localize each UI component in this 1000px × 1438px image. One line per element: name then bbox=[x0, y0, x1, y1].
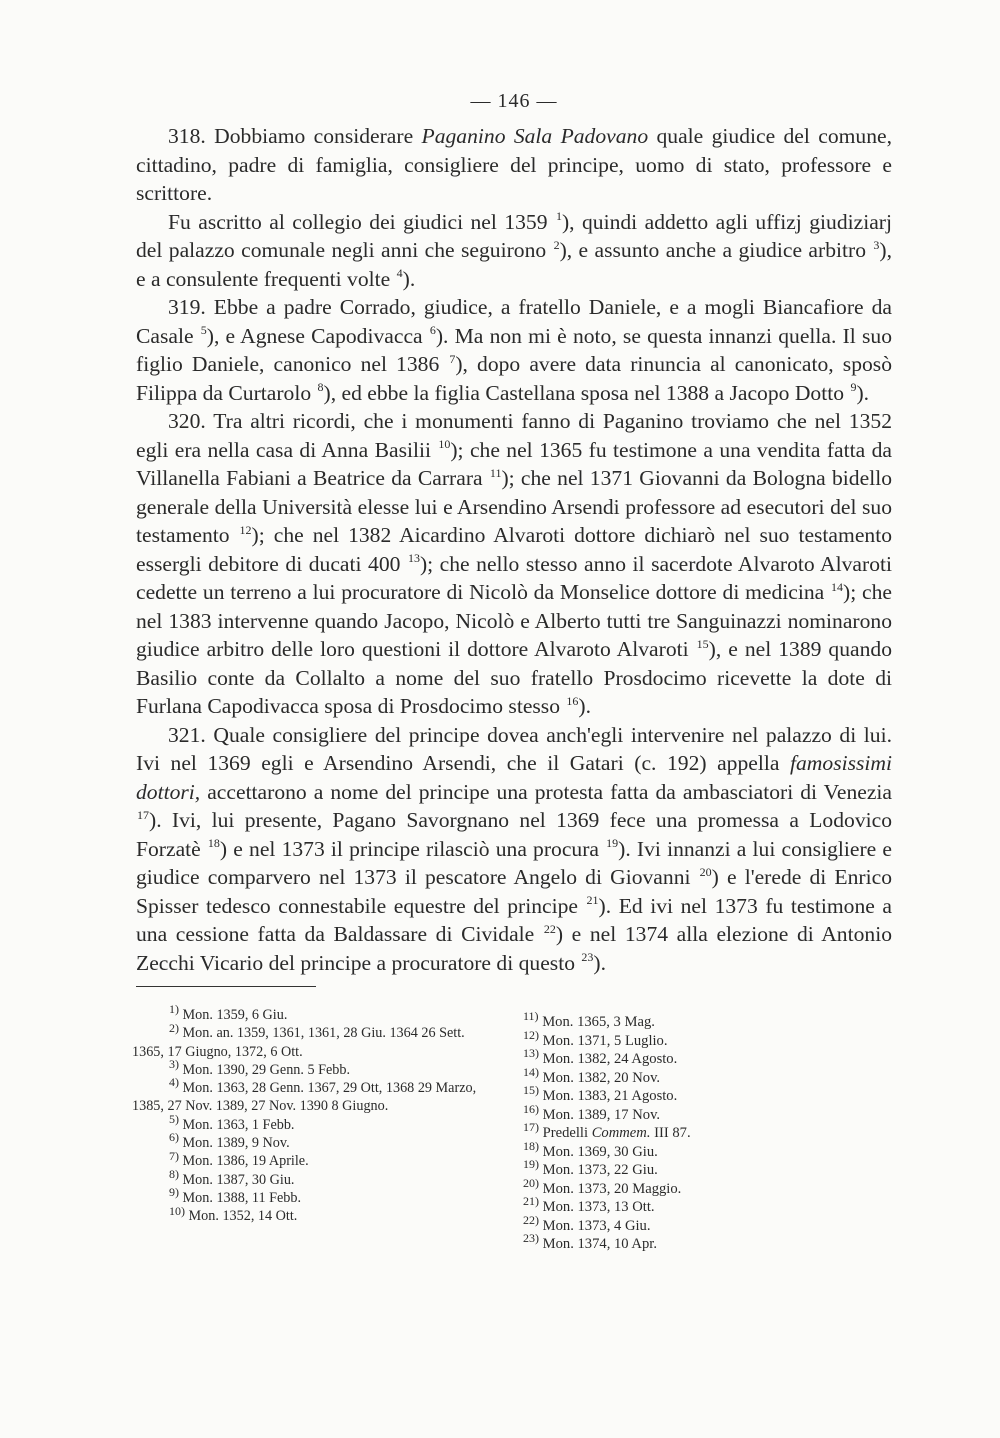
paragraph-319: 319. Ebbe a padre Corrado, giudice, a fratello Daniele, e a mogli Biancafiore da Casale $^5$), e Agnese Capodivacca $^6$). Ma non mi è noto, se questa innanzi quella. Il suo figlio Daniele, canonico nel 1386 $^7$), dopo avere data rinuncia al canonicato, sposò Filippa da Curtarolo $^8$), ed ebbe la figlia Castellana sposa nel 1388 a Jacopo Dotto $^9$). bbox=[136, 295, 892, 405]
italic-title: Commem. bbox=[591, 1125, 651, 1141]
footnotes-right-column bbox=[522, 1009, 822, 1254]
footnote-ref: 7 bbox=[449, 351, 456, 366]
section-number: 321. bbox=[168, 722, 206, 747]
footnote-mark: 16) bbox=[523, 1101, 539, 1116]
footnote-mark: 9) bbox=[169, 1185, 179, 1200]
footnotes-left-column bbox=[132, 1002, 497, 1226]
footnote-mark: 2) bbox=[169, 1020, 179, 1035]
paragraph-318-continued: Fu ascritto al collegio dei giudici nel 1359 $^1$), quindi addetto agli uffizj giudiziarj del palazzo comunale negli anni che seguirono $^2$), e assunto anche a giudice arbitro $^3$), e a consulente frequenti volte $^4$). bbox=[136, 209, 892, 291]
footnote-mark: 19) bbox=[523, 1157, 539, 1172]
footnote: $^{21)}$ Mon. 1373, 13 Ott. bbox=[523, 1194, 655, 1215]
footnote-mark: 18) bbox=[523, 1138, 539, 1153]
footnote: $^{17)}$ Predelli Commem. III 87. bbox=[523, 1120, 691, 1141]
footnote-mark: 4) bbox=[169, 1075, 179, 1090]
footnote: $^{5)}$ Mon. 1363, 1 Febb. bbox=[169, 1112, 295, 1133]
footnote: $^{1)}$ Mon. 1359, 6 Giu. bbox=[169, 1002, 288, 1023]
footnote-mark: 5) bbox=[169, 1112, 179, 1127]
paragraph-320: 320. Tra altri ricordi, che i monumenti fanno di Paganino troviamo che nel 1352 egli era nella casa di Anna Basilii $^{10}$); che nel 1365 fu testimone a una vendita fatta da Villanella Fabiani a Beatrice da Carrara $^{11}$); che nel 1371 Giovanni da Bologna bidello generale della Università elesse lui e Arsendino Arsendi professore ad esecutori del suo testamento $^{12}$); che nel 1382 Aicardino Alvaroti dottore dichiarò nel suo testamento essergli debitore di ducati 400 $^{13}$); che nello stesso anno il sacerdote Alvaroto Alvaroti cedette un terreno a lui procuratore di Nicolò da Monselice dottore di medicina $^{14}$); che nel 1383 intervenne quando Jacopo, Nicolò e Alberto tutti tre Sanguinazzi nominarono giudice arbitro delle loro questioni il dottore Alvaroto Alvaroti $^{15}$), e nel 1389 quando Basilio conte da Collalto a nome del suo fratello Prosdocimo ricevette la dote di Furlana Capodivacca sposa di Prosdocimo stesso $^{16}$). bbox=[136, 409, 892, 718]
main-text bbox=[136, 122, 892, 977]
footnote-mark: 15) bbox=[523, 1083, 539, 1098]
footnote-mark: 13) bbox=[523, 1046, 539, 1061]
footnote-ref: 19 bbox=[606, 836, 619, 851]
footnote: $^{4)}$ Mon. 1363, 28 Genn. 1367, 29 Ott, 1368 29 Marzo, 1385, 27 Nov. 1389, 27 Nov. 1390 8 Giugno. bbox=[132, 1075, 477, 1115]
footnote: $^{9)}$ Mon. 1388, 11 Febb. bbox=[169, 1185, 302, 1206]
footnote: $^{8)}$ Mon. 1387, 30 Giu. bbox=[169, 1166, 295, 1188]
footnote-mark: 22) bbox=[523, 1212, 539, 1227]
italic-quote: famosissimi dottori, bbox=[136, 751, 892, 804]
footnote-mark: 11) bbox=[523, 1009, 539, 1024]
footnote-ref: 12 bbox=[239, 522, 252, 537]
footnote-mark: 8) bbox=[169, 1166, 179, 1181]
footnote-mark: 10) bbox=[169, 1203, 185, 1218]
paragraph-321: 321. Quale consigliere del principe dovea anch'egli intervenire nel palazzo di lui. Ivi nel 1369 egli e Arsendino Arsendi, che il Gatari (c. 192) appella famosissimi dottori, accettarono a nome del principe una protesta fatta da ambasciatori di Venezia $^{17}$). Ivi, lui presente, Pagano Savorgnano nel 1369 fece una promessa a Lodovico Forzatè $^{18}$) e nel 1373 il principe rilasciò una procura $^{19}$). Ivi innanzi a lui consigliere e giudice comparvero nel 1373 il pescatore Angelo di Giovanni $^{20}$) e l'erede di Enrico Spisser tedesco connestabile equestre del principe $^{21}$). Ed ivi nel 1373 fu testimone a una cessione fatta da Baldassare di Cividale $^{22}$) e nel 1374 alla elezione di Antonio Zecchi Vicario del principe a procuratore di questo $^{23}$). bbox=[136, 722, 892, 975]
footnote-mark: 1) bbox=[169, 1002, 179, 1017]
footnote: $^{3)}$ Mon. 1390, 29 Genn. 5 Febb. bbox=[169, 1057, 351, 1078]
paragraph-318: 318. Dobbiamo considerare Paganino Sala Padovano quale giudice del comune, cittadino, padre di famiglia, consigliere del principe, uomo di stato, professore e scrittore. bbox=[136, 124, 892, 205]
footnote-ref: 22 bbox=[543, 921, 556, 936]
footnote-mark: 21) bbox=[523, 1194, 539, 1209]
footnote: $^{15)}$ Mon. 1383, 21 Agosto. bbox=[523, 1083, 678, 1104]
footnote: $^{22)}$ Mon. 1373, 4 Giu. bbox=[523, 1212, 651, 1234]
footnote-ref: 21 bbox=[586, 893, 599, 908]
section-number: 320. bbox=[168, 409, 206, 433]
footnote-ref: 18 bbox=[207, 836, 220, 851]
footnote: $^{10)}$ Mon. 1352, 14 Ott. bbox=[169, 1203, 298, 1225]
footnote-ref: 23 bbox=[581, 950, 594, 965]
footnote: $^{13)}$ Mon. 1382, 24 Agosto. bbox=[523, 1046, 678, 1067]
footnote-ref: 8 bbox=[317, 380, 324, 395]
footnote-divider bbox=[136, 986, 316, 987]
footnote: $^{20)}$ Mon. 1373, 20 Maggio. bbox=[523, 1175, 682, 1197]
footnote-ref: 15 bbox=[696, 636, 709, 651]
footnote: $^{6)}$ Mon. 1389, 9 Nov. bbox=[169, 1130, 290, 1152]
footnote-mark: 23) bbox=[523, 1231, 539, 1246]
footnote-ref: 10 bbox=[438, 437, 451, 452]
footnote: $^{23)}$ Mon. 1374, 10 Apr. bbox=[523, 1231, 657, 1252]
footnote-ref: 11 bbox=[489, 465, 502, 480]
footnote-ref: 9 bbox=[850, 380, 857, 395]
footnote-mark: 20) bbox=[523, 1175, 539, 1190]
footnote-ref: 13 bbox=[407, 551, 420, 566]
footnote-mark: 7) bbox=[169, 1148, 179, 1163]
section-number: 319. bbox=[168, 295, 206, 319]
section-number: 318. bbox=[168, 124, 206, 148]
footnote-ref: 4 bbox=[396, 266, 403, 281]
footnote-ref: 17 bbox=[137, 807, 149, 822]
footnote-ref: 2 bbox=[553, 237, 560, 252]
footnote-mark: 3) bbox=[169, 1057, 179, 1072]
footnote: $^{2)}$ Mon. an. 1359, 1361, 1361, 28 Giu. 1364 26 Sett. 1365, 17 Giugno, 1372, 6 Ott. bbox=[132, 1020, 465, 1060]
footnote-mark: 12) bbox=[523, 1027, 539, 1042]
footnote-mark: 17) bbox=[523, 1120, 539, 1135]
footnote: $^{16)}$ Mon. 1389, 17 Nov. bbox=[523, 1101, 661, 1123]
footnote-ref: 6 bbox=[429, 323, 436, 338]
footnote-ref: 1 bbox=[555, 209, 562, 224]
footnote: $^{7)}$ Mon. 1386, 19 Aprile. bbox=[169, 1148, 309, 1170]
footnote-ref: 3 bbox=[873, 237, 880, 252]
footnote-mark: 14) bbox=[523, 1064, 539, 1079]
footnote-mark: 6) bbox=[169, 1130, 179, 1145]
footnote: $^{14)}$ Mon. 1382, 20 Nov. bbox=[523, 1064, 661, 1086]
footnote-ref: 20 bbox=[699, 864, 712, 879]
footnote-ref: 14 bbox=[831, 579, 844, 594]
footnote: $^{11)}$ Mon. 1365, 3 Mag. bbox=[523, 1009, 655, 1030]
footnote: $^{19)}$ Mon. 1373, 22 Giu. bbox=[523, 1157, 658, 1178]
page-number: — 146 — bbox=[470, 90, 558, 112]
footnote-ref: 5 bbox=[200, 323, 207, 338]
footnote: $^{18)}$ Mon. 1369, 30 Giu. bbox=[523, 1138, 658, 1160]
italic-name: Paganino Sala Padovano bbox=[421, 124, 649, 148]
footnote-ref: 16 bbox=[566, 693, 579, 708]
footnote: $^{12)}$ Mon. 1371, 5 Luglio. bbox=[523, 1027, 668, 1049]
